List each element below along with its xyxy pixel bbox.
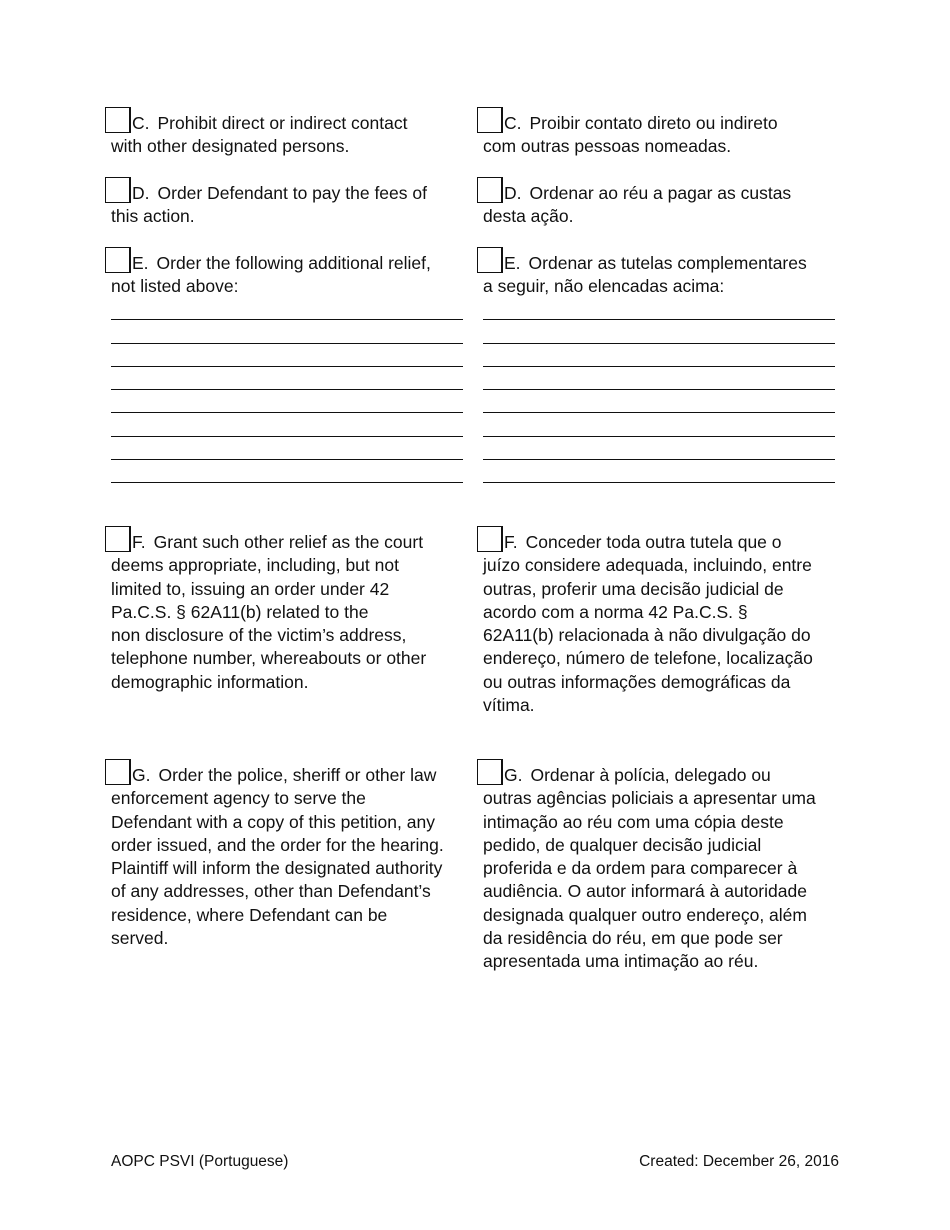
item-e-en <box>105 247 467 299</box>
item-text-continued: deems appropriate, including, but not limited to, issuing an order under 42 Pa.C.S. § 62A11(b) related to the non disclosure of the victim’s address, telephone number, whereabouts or other demographic information. <box>111 555 427 692</box>
footer-form-id: AOPC PSVI (Portuguese) <box>111 1153 289 1170</box>
checkbox-g-en[interactable] <box>105 759 131 785</box>
blank-line[interactable] <box>483 367 835 390</box>
blank-line[interactable] <box>111 344 463 367</box>
blank-line[interactable] <box>483 460 835 483</box>
item-text: Ordenar ao réu a pagar as custas <box>529 183 792 203</box>
additional-relief-lines-en[interactable] <box>111 297 463 483</box>
item-text: Prohibit direct or indirect contact <box>157 113 408 133</box>
item-g-en <box>105 759 467 950</box>
item-f-en <box>105 526 467 694</box>
item-text-continued: this action. <box>111 206 195 227</box>
item-text: Conceder toda outra tutela que o <box>525 532 782 552</box>
blank-line[interactable] <box>111 437 463 460</box>
item-letter: E. <box>504 253 521 273</box>
item-letter: C. <box>132 113 150 133</box>
checkbox-d-pt[interactable] <box>477 177 503 203</box>
blank-line[interactable] <box>111 320 463 343</box>
blank-line[interactable] <box>483 413 835 436</box>
item-g-pt <box>477 759 839 974</box>
blank-line[interactable] <box>111 390 463 413</box>
item-text-continued: not listed above: <box>111 276 239 297</box>
item-text-continued: a seguir, não elencadas acima: <box>483 276 725 297</box>
blank-line[interactable] <box>111 367 463 390</box>
checkbox-c-en[interactable] <box>105 107 131 133</box>
item-text: Order the police, sheriff or other law <box>158 765 437 785</box>
blank-line[interactable] <box>483 437 835 460</box>
item-text-continued: juízo considere adequada, incluindo, entre outras, proferir uma decisão judicial de acordo com a norma 42 Pa.C.S. § 62A11(b) relacionada à não divulgação do endereço, número de telefone, localização ou outras informações demográficas da vítima. <box>483 555 813 716</box>
blank-line[interactable] <box>111 460 463 483</box>
checkbox-f-pt[interactable] <box>477 526 503 552</box>
item-text: Ordenar as tutelas complementares <box>528 253 807 273</box>
item-text-continued: desta ação. <box>483 206 574 227</box>
blank-line[interactable] <box>111 413 463 436</box>
checkbox-f-en[interactable] <box>105 526 131 552</box>
item-text: Ordenar à polícia, delegado ou <box>530 765 771 785</box>
item-text: Proibir contato direto ou indireto <box>529 113 778 133</box>
additional-relief-lines-pt[interactable] <box>483 297 835 483</box>
blank-line[interactable] <box>111 297 463 320</box>
item-letter: C. <box>504 113 522 133</box>
blank-line[interactable] <box>483 344 835 367</box>
item-text: Order the following additional relief, <box>156 253 431 273</box>
item-c-en <box>105 107 467 159</box>
checkbox-e-pt[interactable] <box>477 247 503 273</box>
item-letter: F. <box>504 532 518 552</box>
item-letter: D. <box>132 183 150 203</box>
item-letter: D. <box>504 183 522 203</box>
item-text-continued: enforcement agency to serve the Defendant with a copy of this petition, any order issued, and the order for the hearing. Plaintiff will inform the designated authority of any addresses, other than Defendant’s residence, where Defendant can be served. <box>111 788 444 949</box>
footer-created-date: Created: December 26, 2016 <box>639 1153 839 1170</box>
checkbox-g-pt[interactable] <box>477 759 503 785</box>
item-text-continued: outras agências policiais a apresentar uma intimação ao réu com uma cópia deste pedido, de qualquer decisão judicial proferida e da ordem para comparecer à audiência. O autor informará à autoridade designada qualquer outro endereço, além da residência do réu, em que pode ser apresentada uma intimação ao réu. <box>483 788 816 972</box>
checkbox-c-pt[interactable] <box>477 107 503 133</box>
checkbox-e-en[interactable] <box>105 247 131 273</box>
item-letter: F. <box>132 532 146 552</box>
item-text: Grant such other relief as the court <box>153 532 424 552</box>
item-letter: G. <box>132 765 151 785</box>
blank-line[interactable] <box>483 297 835 320</box>
blank-line[interactable] <box>483 390 835 413</box>
item-d-en <box>105 177 467 229</box>
item-c-pt <box>477 107 839 159</box>
item-e-pt <box>477 247 839 299</box>
item-text: Order Defendant to pay the fees of <box>157 183 427 203</box>
blank-line[interactable] <box>483 320 835 343</box>
item-d-pt <box>477 177 839 229</box>
item-letter: E. <box>132 253 149 273</box>
checkbox-d-en[interactable] <box>105 177 131 203</box>
item-text-continued: with other designated persons. <box>111 136 350 157</box>
item-letter: G. <box>504 765 523 785</box>
item-f-pt <box>477 526 839 717</box>
item-text-continued: com outras pessoas nomeadas. <box>483 136 732 157</box>
